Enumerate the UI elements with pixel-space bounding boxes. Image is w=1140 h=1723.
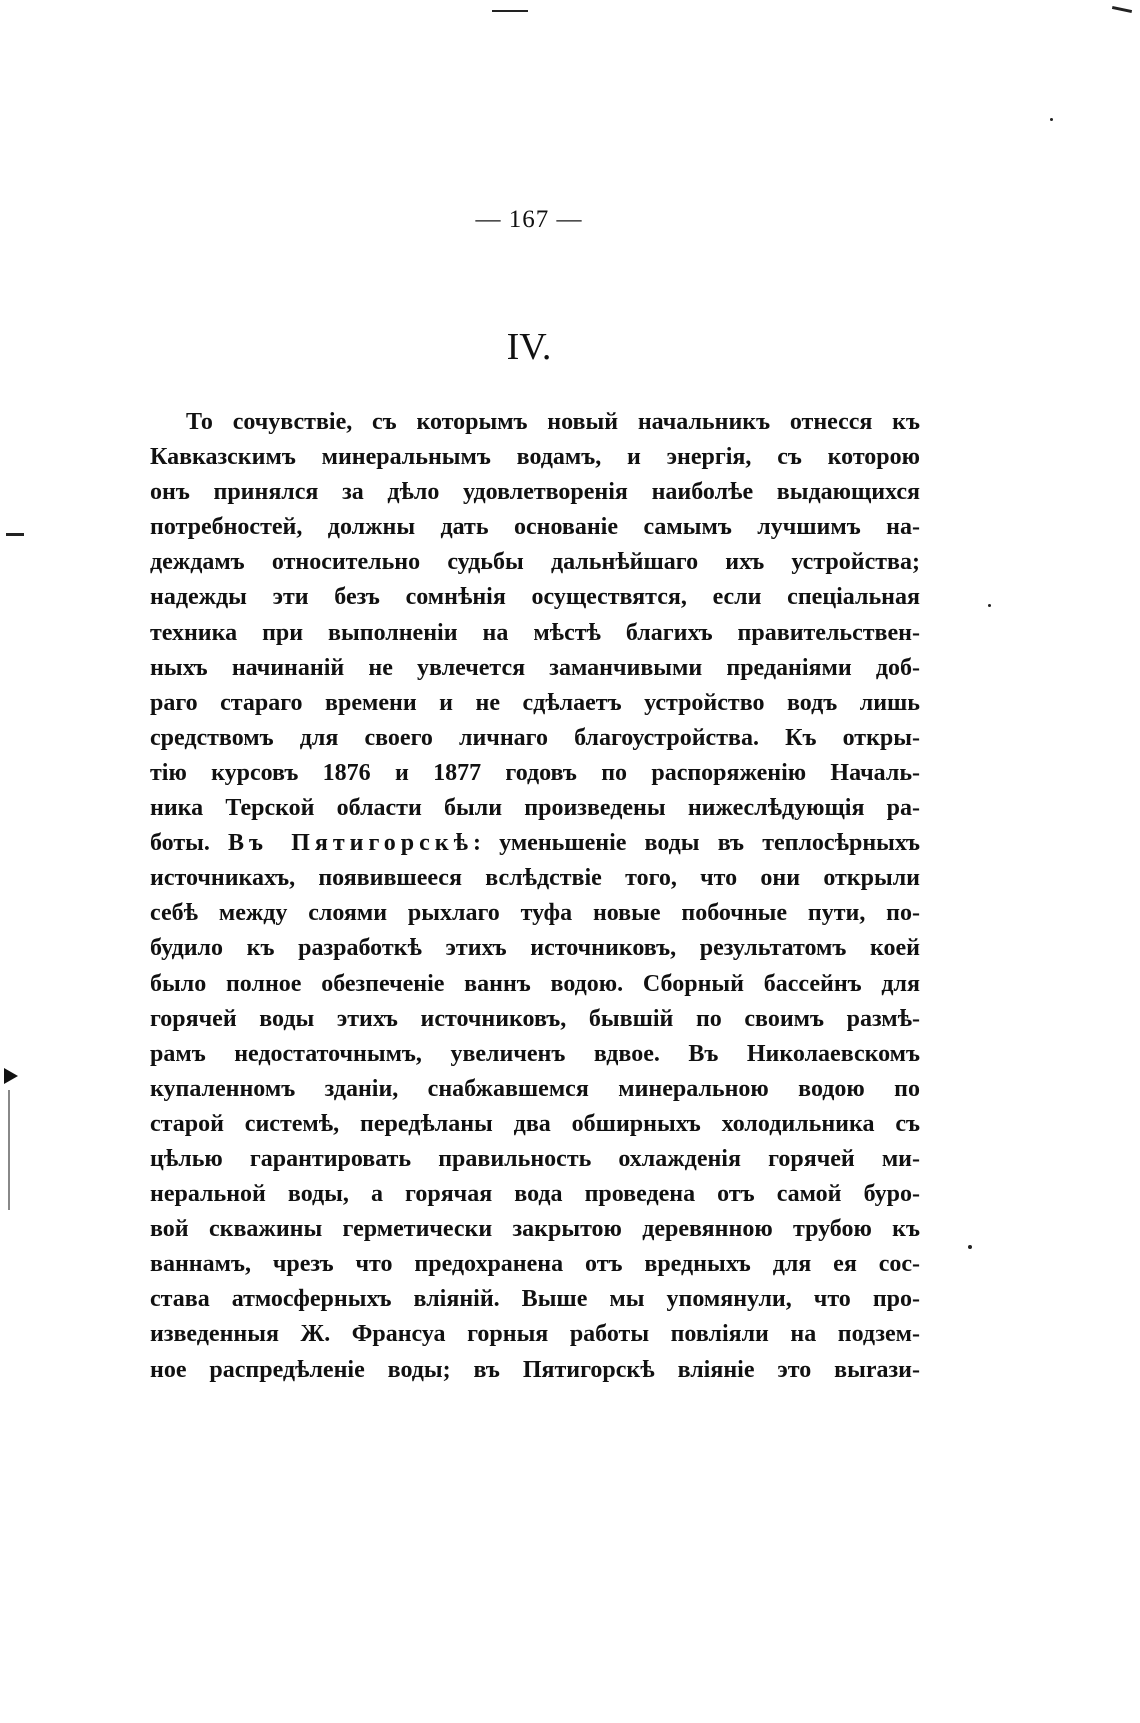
page-number: — 167 —: [475, 206, 583, 233]
text-line: ваннамъ, чрезъ что предохранена отъ вредныхъ для ея сос-: [150, 1251, 920, 1278]
chapter-heading: IV.: [506, 326, 552, 368]
text-line: неральной воды, а горячая вода проведена отъ самой буро-: [150, 1181, 920, 1208]
scan-dot-3: [1050, 118, 1053, 121]
text-line: раго стараго времени и не сдѣлаетъ устройство водъ лишь: [150, 689, 920, 716]
text-line: Кавказскимъ минеральнымъ водамъ, и энергія, съ которою: [150, 444, 920, 471]
text-line: То сочувствіе, съ которымъ новый начальникъ отнесся къ: [186, 409, 920, 435]
text-line: купаленномъ зданіи, снабжавшемся минеральною водою по: [150, 1075, 920, 1102]
scan-dot-1: [988, 604, 991, 607]
scan-arrow-mark: [4, 1068, 18, 1084]
scan-mark-left: [6, 533, 24, 536]
text-line: онъ принялся за дѣло удовлетворенія наиболѣе выдающихся: [150, 479, 920, 506]
text-line: надежды эти безъ сомнѣнія осуществятся, если спеціальная: [150, 584, 920, 611]
text-line: рамъ недостаточнымъ, увеличенъ вдвое. Въ Николаевскомъ: [150, 1040, 920, 1067]
text-line: потребностей, должны дать основаніе самымъ лучшимъ на-: [150, 514, 920, 541]
text-line: источникахъ, появившееся вслѣдствіе того, что они открыли: [150, 865, 920, 892]
text-line: средствомъ для своего личнаго благоустройства. Къ откры-: [150, 724, 920, 751]
scan-dot-2: [968, 1245, 972, 1249]
text-segment: : уменьшеніе воды въ теплосѣрныхъ: [473, 830, 920, 857]
text-line: ное распредѣленіе воды; въ Пятигорскѣ вліяніе это выrази-: [150, 1356, 920, 1383]
text-line: старой системѣ, передѣланы два обширныхъ холодильника съ: [150, 1110, 920, 1137]
text-line: изведенныя Ж. Франсуа горныя работы повліяли на подзем-: [150, 1321, 920, 1348]
text-line: будило къ разработкѣ этихъ источниковъ, результатомъ коей: [150, 935, 920, 962]
spaced-place-name: Въ Пятигорскѣ: [228, 830, 473, 857]
scan-mark-corner: [1112, 6, 1132, 13]
text-line: себѣ между слоями рыхлаго туфа новые побочные пути, по-: [150, 900, 920, 927]
text-line: горячей воды этихъ источниковъ, бывшій по своимъ размѣ-: [150, 1005, 920, 1032]
body-text: [150, 405, 920, 1388]
scan-mark-top: [492, 10, 528, 12]
text-line: тію курсовъ 1876 и 1877 годовъ по распоряженію Началь-: [150, 759, 920, 786]
text-segment: боты.: [150, 830, 229, 857]
text-line: става атмосферныхъ вліяній. Выше мы упомянули, что про-: [150, 1286, 920, 1313]
text-line: было полное обезпеченіе ваннъ водою. Сборный бассейнъ для: [150, 970, 920, 997]
text-line: ныхъ начинаній не увлечется заманчивыми преданіями доб-: [150, 654, 920, 681]
text-line-pyatigorsk: [150, 826, 920, 861]
text-line: техника при выполненіи на мѣстѣ благихъ правительствен-: [150, 619, 920, 646]
scan-edge-line: [8, 1090, 10, 1210]
text-line: ника Терской области были произведены нижеслѣдующія ра-: [150, 795, 920, 822]
text-line: цѣлью гарантировать правильность охлажденія горячей ми-: [150, 1145, 920, 1172]
text-line: деждамъ относительно судьбы дальнѣйшаго ихъ устройства;: [150, 549, 920, 576]
text-line: вой скважины герметически закрытою деревянною трубою къ: [150, 1216, 920, 1243]
